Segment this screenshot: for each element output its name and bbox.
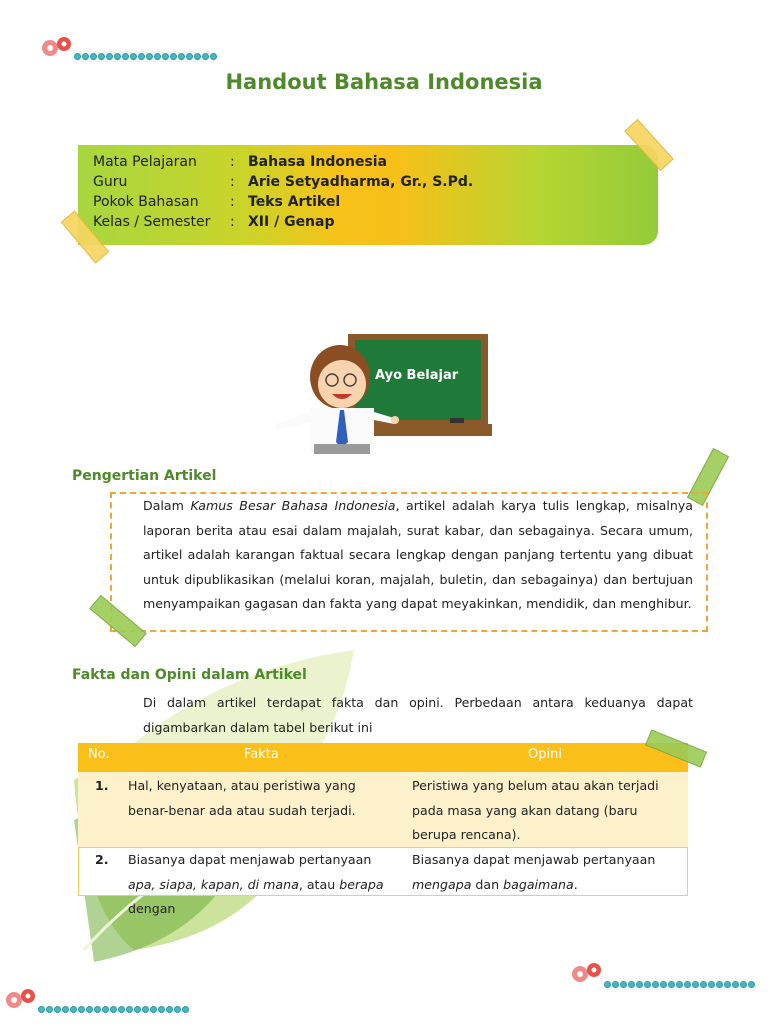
- para-text: , artikel adalah karya tulis lengkap, misalnya laporan berita atau esai dalam majalah, surat kabar, dan sebagainya. Secara umum, artikel adalah karangan faktual secara lengkap dengan panjang tertentu yang dibuat untuk dipublikasikan (melalui koran, majalah, buletin, dan sebagainya) dan bertujuan menyampaikan gagasan dan fakta yang dapat meyakinkan, mendidik, dan menghibur.: [143, 498, 693, 611]
- info-box: [78, 145, 658, 245]
- header-opini: Opini: [528, 747, 562, 762]
- section-heading-definition: Pengertian Artikel: [72, 468, 217, 484]
- section-heading-fact-opinion: Fakta dan Opini dalam Artikel: [72, 667, 307, 683]
- cell-text: dengan: [128, 901, 176, 916]
- cell-italic: bagaimana: [503, 876, 574, 892]
- info-key: Pokok Bahasan: [93, 194, 199, 210]
- page-title: Handout Bahasa Indonesia: [225, 70, 543, 94]
- info-value: Bahasa Indonesia: [248, 154, 388, 170]
- row-fakta: Hal, kenyataan, atau peristiwa yang benar-benar ada atau sudah terjadi.: [128, 778, 356, 818]
- row-opini: [412, 848, 684, 897]
- flower-decoration-bottom-left: [4, 988, 40, 1016]
- flower-decoration-bottom-right: [570, 962, 606, 990]
- header-fakta: Fakta: [244, 747, 279, 762]
- para-text: Dalam: [143, 498, 191, 513]
- definition-paragraph: [143, 494, 693, 617]
- info-sep: :: [230, 174, 235, 190]
- para-italic: Kamus Besar Bahasa Indonesia: [190, 498, 396, 513]
- student-blackboard-illustration: [270, 332, 495, 454]
- info-key: Kelas / Semester: [93, 214, 211, 230]
- row-number: 2.: [95, 852, 109, 867]
- dots-decoration-bottom-right: [604, 973, 756, 983]
- table-row: [78, 847, 688, 916]
- info-value: Teks Artikel: [248, 194, 341, 210]
- row-number: 1.: [95, 778, 109, 793]
- cell-text: Biasanya dapat menjawab pertanyaan: [412, 852, 656, 867]
- dots-decoration-bottom-left: [38, 998, 190, 1008]
- cell-text: dan: [471, 876, 504, 892]
- info-sep: :: [230, 154, 235, 170]
- info-sep: :: [230, 214, 235, 230]
- info-key: Guru: [93, 174, 128, 190]
- cell-text: Biasanya dapat menjawab pertanyaan: [128, 852, 372, 867]
- cell-italic: berapa: [339, 876, 384, 892]
- dots-decoration-top: [74, 45, 218, 55]
- info-value: XII / Genap: [248, 214, 335, 230]
- info-sep: :: [230, 194, 235, 210]
- info-value: Arie Setyadharma, Gr., S.Pd.: [248, 174, 474, 190]
- cell-italic: mengapa: [412, 876, 472, 892]
- table-header: [78, 743, 688, 772]
- row-opini: Peristiwa yang belum atau akan terjadi pada masa yang akan datang (baru berupa rencana).: [412, 778, 659, 842]
- header-no: No.: [88, 747, 110, 762]
- blackboard-text: Ayo Belajar: [375, 368, 459, 383]
- row-fakta: [128, 848, 400, 922]
- flower-decoration-top: [40, 36, 76, 64]
- intro-paragraph: Di dalam artikel terdapat fakta dan opini. Perbedaan antara keduanya dapat digambarkan dalam tabel berikut ini: [143, 695, 693, 735]
- table-row: [78, 772, 688, 847]
- cell-text: .: [573, 876, 578, 892]
- info-key: Mata Pelajaran: [93, 154, 197, 170]
- cell-italic: apa, siapa, kapan, di mana: [128, 876, 299, 892]
- cell-text: , atau: [298, 876, 340, 892]
